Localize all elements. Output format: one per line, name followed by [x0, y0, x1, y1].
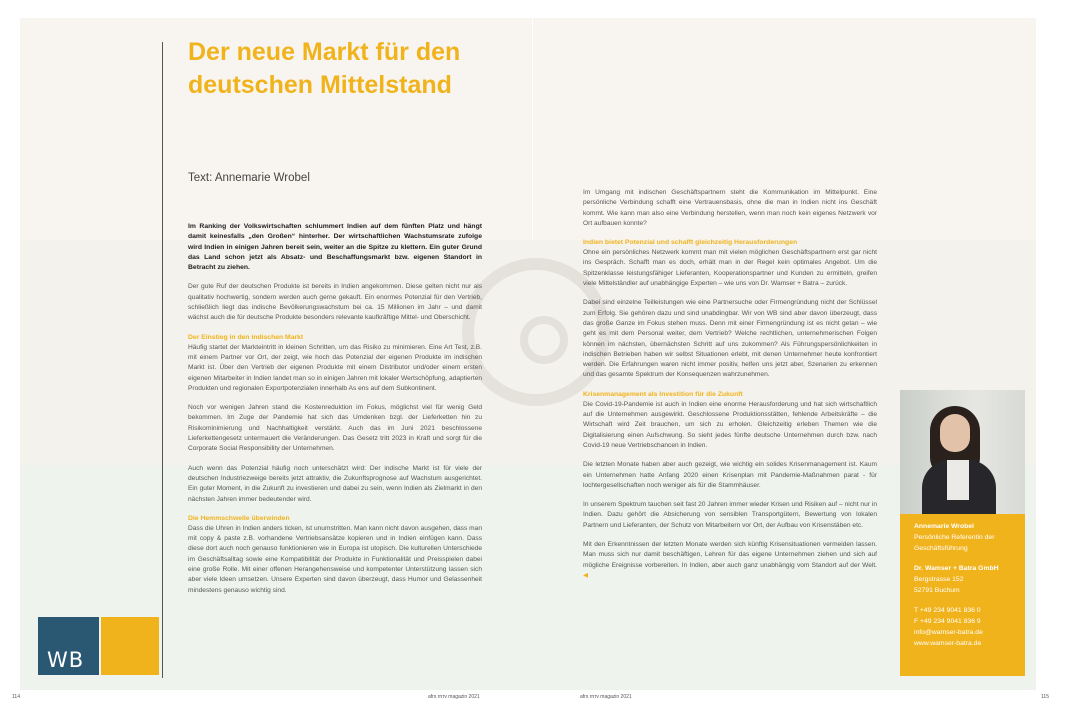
paragraph: Auch wenn das Potenzial häufig noch unterschätzt wird: Der indische Markt ist für viele der deutschen Industriezweige bereits jetzt attraktiv, die Zukunftsprognose auf Wachstum ausgerichtet. Ein guter Moment, in die Zukunft zu investieren und dabei zu sein, wenn Indien als Zielmarkt in den nächsten Jahren immer bedeutender wird.: [188, 464, 482, 503]
article-column-1: [188, 222, 482, 605]
subheading: Der Einstieg in den indischen Markt: [188, 333, 304, 341]
paragraph: Häufig startet der Markteintritt in kleinen Schritten, um das Risiko zu minimieren. Eine Art Test, z.B. mit einem Partner vor Ort, der zeigt, wie hoch das Potenzial der eigenen Produkte im indischen Markt ist. Über den Vertrieb der eigenen Produkte mit einem Distributor und/oder einem ersten eigenen Mitarbeiter in Indien landet man so in einigen Jahren mit lokaler Wertschöpfung, adaptierten Produkten und regionalen Exportpotenzialen innerhalb As ens auf dem Subkontinent.: [188, 343, 482, 392]
contact-street: Bergstrasse 152: [914, 576, 964, 583]
paragraph: Im Umgang mit indischen Geschäftspartnern steht die Kommunikation im Mittelpunkt. Eine persönliche Verbindung schafft eine Vertrauensbasis, ohne die man in Indien nicht ins Geschäft kommt. Wie kann man also eine Verbindung herstellen, wenn man noch kein eigenes Netzwerk vor Ort aufbauen konnte?: [583, 189, 877, 227]
contact-name: Annemarie Wrobel: [914, 523, 974, 530]
logo-yellow-block: [101, 617, 159, 675]
paragraph-final: [583, 540, 877, 581]
paragraph: Noch vor wenigen Jahren stand die Kostenreduktion im Fokus, möglichst viel für wenig Geld bekommen. Im Zuge der Pandemie hat sich das Umdenken bzgl. der Lieferketten hin zu Risikominimierung und Nachhaltigkeit verstärkt. Auch das im Juni 2021 beschlossene Lieferkettengesetz untermauert die Veränderungen. Das Gesetz tritt 2023 in Kraft und sorgt für die Corporate Social Responsibility der Unternehmen.: [188, 404, 482, 453]
paragraph: Der gute Ruf der deutschen Produkte ist bereits in Indien angekommen. Diese gelten nicht nur als qualitativ hochwertig, sondern werden auch gerne gekauft. Ein enormes Potenzial für den Vertrieb, schließlich liegt das indische Bevölkerungswachstum bei ca. 15 Millionen im Jahr – und damit wächst auch die für deutsche Produkte besonders relevante kaufkräftige Mittel- und Oberschicht.: [188, 283, 482, 322]
subheading: Krisenmanagement als Investition für die Zukunft: [583, 390, 743, 398]
contact-card: [900, 514, 1025, 676]
article-column-2: [583, 188, 877, 590]
paragraph: Die letzten Monate haben aber auch gezeigt, wie wichtig ein solides Krisenmanagement ist. Kaum ein Unternehmen hatte Anfang 2020 einen Krisenplan mit Pandemie-Maßnahmen parat - für lochtergesellschaften noch weniger als für die Stammhäuser.: [583, 461, 877, 489]
contact-phone: T +49 234 9041 836 0: [914, 607, 981, 614]
logo: WB: [47, 648, 85, 672]
subheading: Die Hemmschwelle überwinden: [188, 514, 290, 522]
contact-web[interactable]: www.wamser-batra.de: [914, 640, 982, 647]
paragraph: Dass die Uhren in Indien anders ticken, ist unumstritten. Man kann nicht davon ausgehen, dass man mit copy & paste z.B. vorhandene Vertriebsansätze kopieren und in Indien einfügen kann. Dass diese dort auch noch genauso funktionieren wie in Europa ist utopisch. Die kulturellen Unterschiede im Geschäftsalltag sowie eine Kompatibilität der Produkte in Funktionalität und Preisspielen dabei eine große Rolle. Mit einer offenen Herangehensweise und kompetenter Unterstützung lassen sich aber viele Ideen umsetzen. Unsere Experten sind davon überzeugt, dass Humor und Gelassenheit mindestens genauso wichtig sind.: [188, 524, 482, 594]
contact-company: Dr. Wamser + Batra GmbH: [914, 565, 999, 572]
magazine-name-right: afrs rrrrv magazin 2021: [580, 694, 632, 700]
contact-role: Persönliche Referentin der Geschäftsführung: [914, 534, 995, 552]
paragraph: Ohne ein persönliches Netzwerk kommt man mit vielen möglichen Geschäftspartnern erst gar nicht ins Gespräch. Schafft man es doch, erhält man in der Regel kein optimales Angebot. Um die Spitzenklasse leistungsfähiger Lieferanten, Kooperationspartner und Kunden zu ermitteln, greifen viele Mittelständler auf unabhängige Experten – wie uns von Dr. Wamser + Batra – zurück.: [583, 249, 877, 288]
paragraph: In unserem Spektrum tauchen seit fast 20 Jahren immer wieder Krisen und Risiken auf – nicht nur in Indien. Dazu gehört die Absicherung von sensiblen Transportgütern, Bewertung von lokalen Partnern und Lieferanten, der Schutz von Mitarbeitern vor Ort, der Aufbau von Krisenstäben etc.: [583, 501, 877, 529]
subheading: Indien bietet Potenzial und schafft gleichzeitig Herausforderungen: [583, 239, 798, 247]
lead-paragraph: Im Ranking der Volkswirtschaften schlummert Indien auf dem fünften Platz und hängt damit keinesfalls „den Großen“ hinterher. Der wirtschaftlichen Wachstumsrate zufolge wird Indien in einigen Jahren bereit sein, weiter an die Spitze zu klettern. Ein guter Grund das Land schon jetzt als Absatz- und Beschaffungsmarkt bzw. eigenen Standort in Betracht zu ziehen.: [188, 223, 482, 272]
page-number-right: 115: [1041, 694, 1049, 700]
contact-fax: F +49 234 9041 836 9: [914, 618, 981, 625]
end-mark-icon: ◀: [583, 571, 589, 579]
headline: Der neue Markt für den deutschen Mittelstand: [188, 38, 461, 99]
magazine-name-left: afrs rrrrv magazin 2021: [428, 694, 480, 700]
paragraph-text: Mit den Erkenntnissen der letzten Monate werden sich künftig Krisensituationen vermeiden lassen. Man muss sich nur damit beschäftigen, Lehren für das eigene Unternehmen ziehen und sich auf mögliche Ereignisse vorbereiten. In Indien, aber auch ganz unabhängig vom Standort auf der Welt.: [583, 541, 877, 569]
author-photo: [900, 390, 1025, 514]
background-band-lower: [20, 465, 1036, 690]
vertical-rule: [162, 42, 163, 678]
contact-city: 52791 Buchum: [914, 587, 960, 594]
author-credit: Text: Annemarie Wrobel: [188, 172, 310, 184]
paragraph: Dabei sind einzelne Teilleistungen wie eine Partnersuche oder Firmengründung nicht der Schlüssel zum Erfolg. Sie gehören dazu und sind unabdingbar. Wir von WB sind aber davon überzeugt, dass das große Ganze im Fokus stehen muss. Denn mit einer Firmengründung ist es nicht getan – wie geht es mit dem Personal weiter, dem Vertrieb? Welche rechtlichen, unternehmerischen Folgen können im nächsten, übernächsten Schritt auf uns zukommen? Als Führungspersönlichkeiten in indischen Betrieben haben wir selbst Situationen erlebt, mit denen Unternehmer heute konfrontiert werden. Die Erfahrungen waren nicht immer positiv, helfen uns jetzt aber, Szenarien zu erkennen und das gesamte Spektrum der Konsequenzen wahrzunehmen.: [583, 299, 877, 379]
contact-email[interactable]: info@wamser-batra.de: [914, 629, 983, 636]
page-number-left: 114: [12, 694, 20, 700]
paragraph: Die Covid-19-Pandemie ist auch in Indien eine enorme Herausforderung und hat sich wirtschaftlich auf die Unternehmen ausgewirkt. Geschlossene Produktionsstätten, fehlende Arbeitskräfte – die Wirtschaft wird Zeit brauchen, um sich zu erholen. Gleichzeitig erleben Themen wie die Digitalisierung einen Aufschwung. So sieht jedes fünfte deutsche Unternehmen durch bzw. nach Covid-19 neue Vertriebschancen in Indien.: [583, 400, 877, 449]
